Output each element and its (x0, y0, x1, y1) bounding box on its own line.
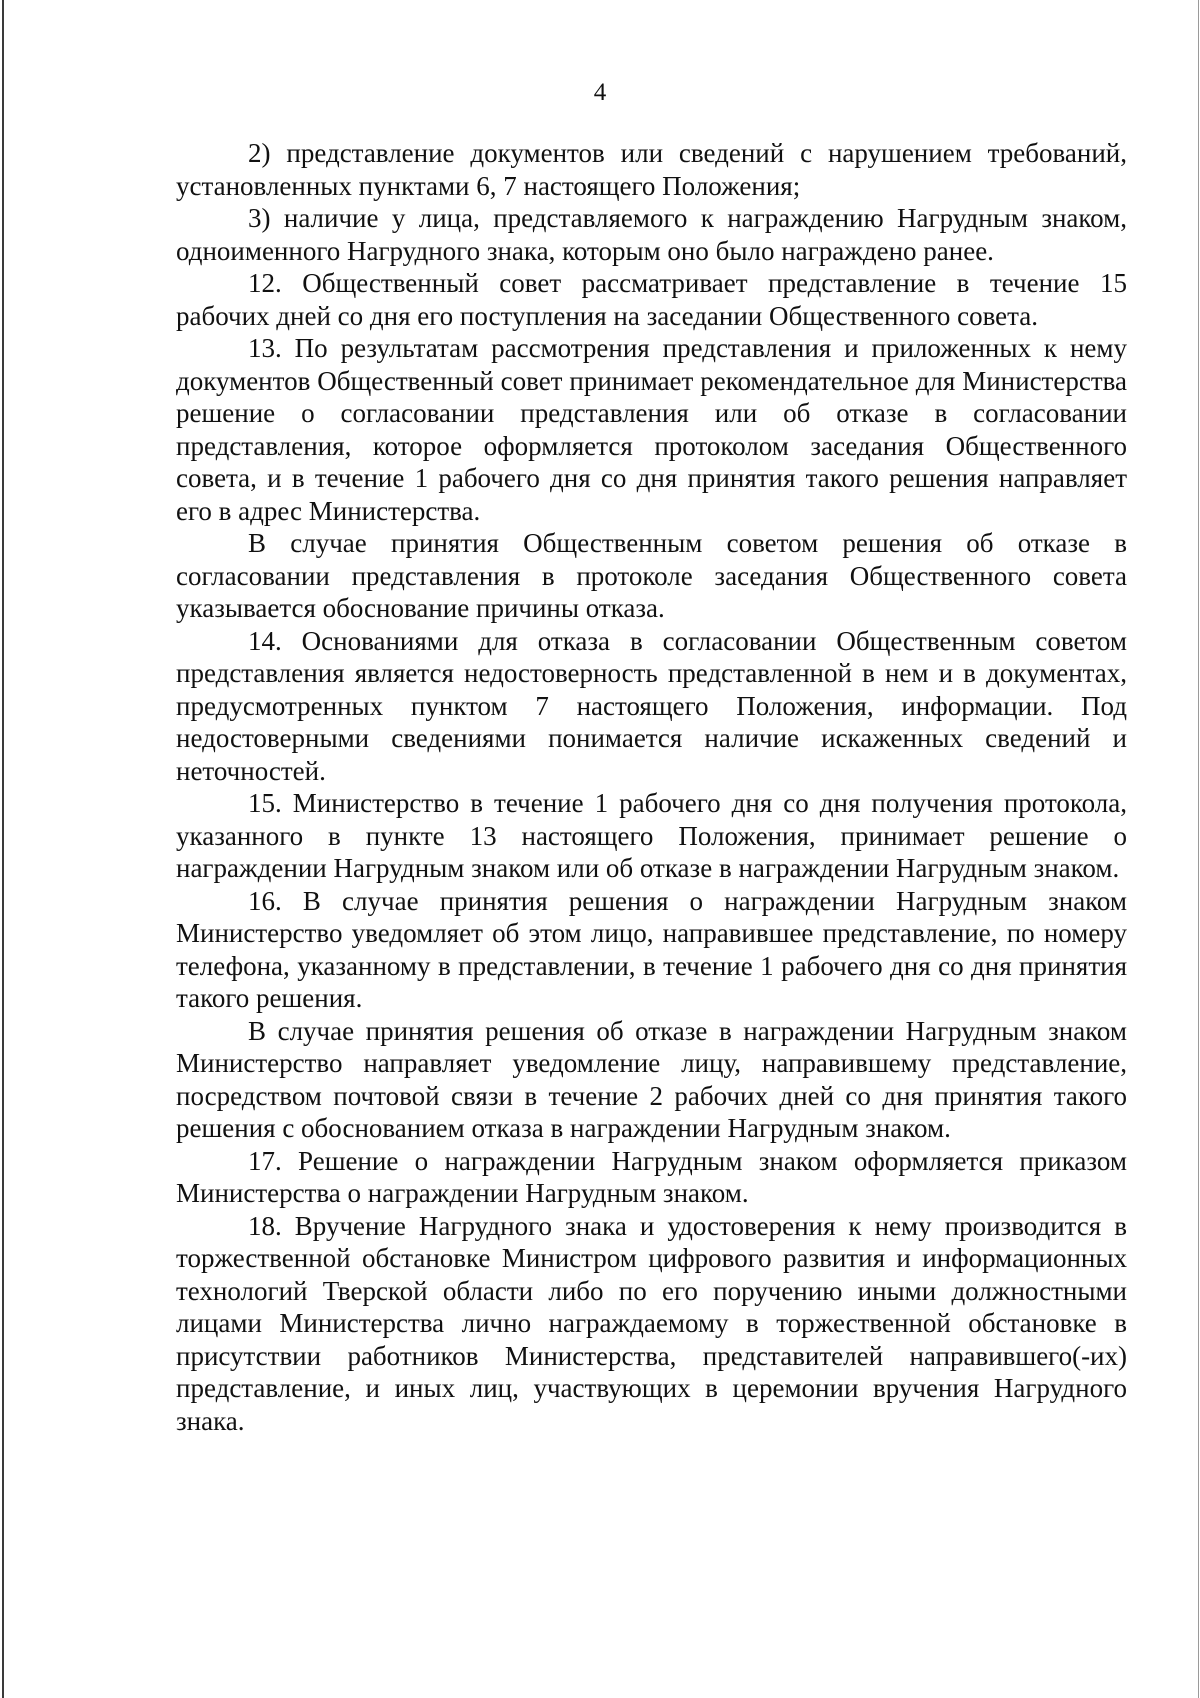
paragraph-item-3: 3) наличие у лица, представляемого к награждению Нагрудным знаком, одноименного Нагрудного знака, которым оно было награждено ранее. (176, 203, 1127, 266)
paragraph-clause-15: 15. Министерство в течение 1 рабочего дня со дня получения протокола, указанного в пункте 13 настоящего Положения, принимает решение о награждении Нагрудным знаком или об отказе в награждении Нагрудным знаком. (176, 788, 1127, 883)
paragraph-clause-16-refusal: В случае принятия решения об отказе в награждении Нагрудным знаком Министерство направляет уведомление лицу, направившему представление, посредством почтовой связи в течение 2 рабочих дней со дня принятия такого решения с обоснованием отказа в награждении Нагрудным знаком. (176, 1015, 1127, 1143)
scan-edge-left (2, 0, 4, 1698)
scan-edge-right (1198, 0, 1199, 1698)
paragraph-clause-18: 18. Вручение Нагрудного знака и удостоверения к нему производится в торжественной обстановке Министром цифрового развития и информационных технологий Тверской области либо по его поручению иными должностными лицами Министерства лично награждаемому в торжественной обстановке в присутствии работников Министерства, представителей направившего(-их) представление, и иных лиц, участвующих в церемонии вручения Нагрудного знака. (176, 1210, 1127, 1436)
paragraph-clause-16: 16. В случае принятия решения о награждении Нагрудным знаком Министерство уведомляет об этом лицо, направившее представление, по номеру телефона, указанному в представлении, в течение 1 рабочего дня со дня принятия такого решения. (176, 885, 1127, 1013)
paragraph-clause-12: 12. Общественный совет рассматривает представление в течение 15 рабочих дней со дня его поступления на заседании Общественного совета. (176, 268, 1127, 331)
paragraph-clause-14: 14. Основаниями для отказа в согласовании Общественным советом представления является недостоверность представленной в нем и в документах, предусмотренных пунктом 7 настоящего Положения, информации. Под недостоверными сведениями понимается наличие искаженных сведений и неточностей. (176, 625, 1127, 786)
document-body (176, 137, 1127, 1437)
page-number: 4 (593, 79, 607, 106)
paragraph-clause-17: 17. Решение о награждении Нагрудным знаком оформляется приказом Министерства о награждении Нагрудным знаком. (176, 1145, 1127, 1208)
paragraph-clause-13: 13. По результатам рассмотрения представления и приложенных к нему документов Общественный совет принимает рекомендательное для Министерства решение о согласовании представления или об отказе в согласовании представления, которое оформляется протоколом заседания Общественного совета, и в течение 1 рабочего дня со дня принятия такого решения направляет его в адрес Министерства. (176, 333, 1127, 526)
paragraph-clause-13-refusal: В случае принятия Общественным советом решения об отказе в согласовании представления в протоколе заседания Общественного совета указывается обоснование причины отказа. (176, 528, 1127, 623)
paragraph-item-2: 2) представление документов или сведений с нарушением требований, установленных пунктами 6, 7 настоящего Положения; (176, 138, 1127, 201)
